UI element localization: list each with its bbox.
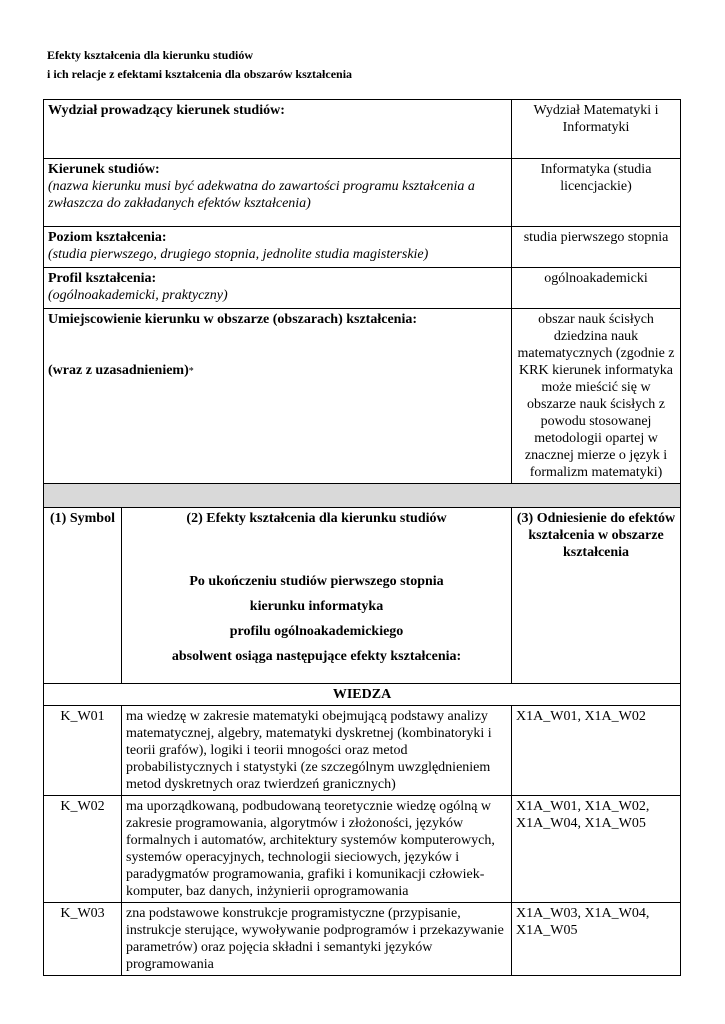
intro-line-1: Po ukończeniu studiów pierwszego stopnia	[189, 574, 444, 589]
area-label-cell	[44, 309, 512, 484]
table-row	[44, 796, 681, 903]
level-row	[44, 227, 681, 268]
field-label-cell	[44, 159, 512, 227]
intro-line-3: profilu ogólnoakademickiego	[229, 624, 404, 639]
document-header	[47, 46, 352, 84]
profile-label-cell	[44, 268, 512, 309]
table-row	[44, 706, 681, 796]
area-row	[44, 309, 681, 484]
level-value: studia pierwszego stopnia	[512, 227, 681, 268]
header-line-1: Efekty kształcenia dla kierunku studiów	[47, 48, 254, 62]
column-header-symbol: (1) Symbol	[44, 508, 122, 684]
row-symbol: K_W02	[44, 796, 122, 903]
column-header-effects: (2) Efekty kształcenia dla kierunku studiów	[186, 511, 447, 526]
header-line-2: i ich relacje z efektami kształcenia dla obszarów kształcenia	[47, 67, 353, 81]
row-reference: X1A_W03, X1A_W04, X1A_W05	[512, 903, 681, 976]
section-title: WIEDZA	[44, 684, 681, 706]
effects-table	[43, 99, 681, 976]
level-note: (studia pierwszego, drugiego stopnia, jednolite studia magisterskie)	[48, 247, 429, 262]
profile-row	[44, 268, 681, 309]
faculty-label-cell	[44, 100, 512, 159]
field-value: Informatyka (studia licencjackie)	[512, 159, 681, 227]
level-label: Poziom kształcenia:	[48, 230, 167, 245]
row-symbol: K_W03	[44, 903, 122, 976]
row-reference: X1A_W01, X1A_W02, X1A_W04, X1A_W05	[512, 796, 681, 903]
row-effect-text: ma wiedzę w zakresie matematyki obejmującą podstawy analizy matematycznej, algebry, matematyki dyskretnej (kombinatoryki i teorii grafów), logiki i teorii mnogości oraz metod probabilistycznych i statystyki (ze szczególnym uwzględnieniem metod dyskretnych oraz twierdzeń granicznych)	[122, 706, 512, 796]
row-effect-text: zna podstawowe konstrukcje programistyczne (przypisanie, instrukcje sterujące, wywoływanie podprogramów i przekazywanie parametrów) oraz pojęcia składni i semantyki języków programowania	[122, 903, 512, 976]
area-label: Umiejscowienie kierunku w obszarze (obszarach) kształcenia:	[48, 312, 418, 327]
profile-note: (ogólnoakademicki, praktyczny)	[48, 288, 228, 303]
separator-cell	[44, 484, 681, 508]
level-label-cell	[44, 227, 512, 268]
row-effect-text: ma uporządkowaną, podbudowaną teoretycznie wiedzę ogólną w zakresie programowania, algorytmów i złożoności, języków formalnych i automatów, architektury systemów komputerowych, systemów operacyjnych, technologii sieciowych, języków i paradygmatów programowania, grafiki i komunikacji człowiek-komputer, baz danych, inżynierii oprogramowania	[122, 796, 512, 903]
area-note: (wraz z uzasadnieniem)	[48, 363, 189, 378]
profile-value: ogólnoakademicki	[512, 268, 681, 309]
field-note: (nazwa kierunku musi być adekwatna do zawartości programu kształcenia a zwłaszcza do zakładanych efektów kształcenia)	[48, 179, 475, 211]
area-value: obszar nauk ścisłych dziedzina nauk matematycznych (zgodnie z KRK kierunek informatyka może mieścić się w obszarze nauk ścisłych z powodu stosowanej metodologii opartej w znacznej mierze o język i formalizm matematyki)	[512, 309, 681, 484]
separator-row	[44, 484, 681, 508]
table-row	[44, 903, 681, 976]
intro-line-2: kierunku informatyka	[249, 599, 384, 614]
profile-label: Profil kształcenia:	[48, 271, 157, 286]
column-header-row	[44, 508, 681, 684]
section-row	[44, 684, 681, 706]
field-label: Kierunek studiów:	[48, 162, 160, 177]
column-header-reference: (3) Odniesienie do efektów kształcenia w obszarze kształcenia	[512, 508, 681, 684]
field-row	[44, 159, 681, 227]
faculty-row	[44, 100, 681, 159]
intro-line-4: absolwent osiąga następujące efekty kształcenia:	[171, 649, 462, 664]
faculty-value: Wydział Matematyki i Informatyki	[512, 100, 681, 159]
row-symbol: K_W01	[44, 706, 122, 796]
area-note-star: *	[188, 366, 194, 377]
column-header-effects-cell	[122, 508, 512, 684]
row-reference: X1A_W01, X1A_W02	[512, 706, 681, 796]
faculty-label: Wydział prowadzący kierunek studiów:	[48, 103, 285, 118]
